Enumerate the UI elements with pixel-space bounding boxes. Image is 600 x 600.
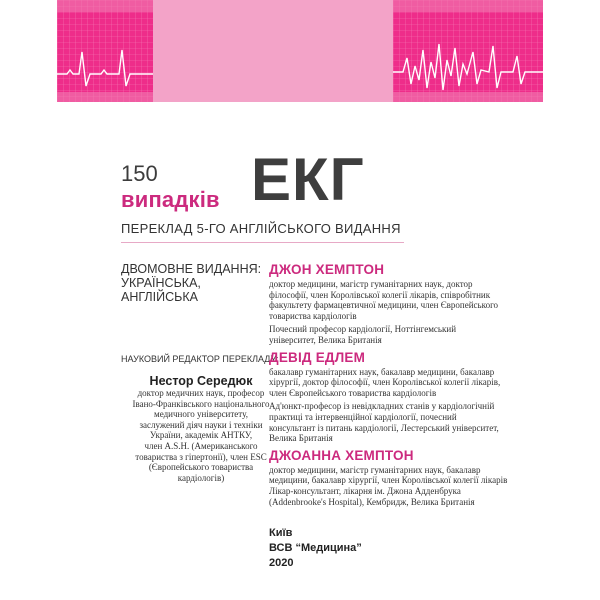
title-count: 150	[121, 161, 158, 186]
author-line: Лікар-консультант, лікарня ім. Джона Адденбрука	[269, 485, 461, 496]
editor-line: доктор медичних наук, професор	[137, 388, 265, 398]
editor-line: (Європейського товариства	[148, 462, 254, 473]
editor-line: кардіологів)	[177, 472, 225, 483]
author-name: ДЕВІД ЕДЛЕМ	[269, 349, 366, 365]
author-line: Почесний професор кардіології, Ноттінгемський	[269, 324, 457, 335]
author-credentials	[269, 279, 519, 346]
author-name: ДЖОАННА ХЕМПТОН	[269, 447, 414, 463]
author-line: доктор медицини, магістр гуманітарних наук, бакалавр	[269, 464, 481, 475]
author-hampton-joanna	[269, 448, 519, 507]
author-line: (Addenbrooke's Hospital), Кембридж, Велика Британія	[269, 496, 475, 507]
editor-name: Нестор Середюк	[149, 374, 253, 388]
subtitle: ПЕРЕКЛАД 5-ГО АНГЛІЙСЬКОГО ВИДАННЯ	[121, 221, 401, 236]
title-divider	[121, 242, 404, 243]
author-line: практиці та інтервенційної кардіології, почесний	[269, 411, 457, 422]
publisher-info	[269, 526, 362, 571]
author-line: член Європейського товариства кардіологів	[269, 387, 437, 398]
publisher-city: Київ	[269, 527, 293, 539]
editor-line: медичного університету,	[154, 409, 248, 420]
edition-info	[121, 262, 263, 304]
publisher-name: ВСВ “Медицина”	[269, 542, 362, 554]
publisher-year: 2020	[269, 557, 294, 569]
author-line: факультету фармацевтичної медицини, член Європейського	[269, 300, 499, 311]
authors-column	[269, 262, 519, 507]
title-main: ЕКГ	[251, 146, 365, 213]
author-line: товариства кардіологів	[269, 310, 357, 321]
author-line: консультант із питань кардіології, Лестерський університет,	[269, 422, 499, 433]
editor-label: НАУКОВИЙ РЕДАКТОР ПЕРЕКЛАДУ:	[121, 354, 279, 364]
title-cases: випадків	[121, 187, 220, 212]
edition-line: УКРАЇНСЬКА, АНГЛІЙСЬКА	[121, 276, 201, 304]
author-credentials	[269, 465, 519, 507]
author-hampton-john	[269, 262, 519, 346]
author-line: Велика Британія	[269, 433, 333, 444]
title-block	[121, 146, 411, 245]
editor-line: заслужений діяч науки і техніки	[139, 419, 263, 430]
author-line: медицини, бакалавр хірургії, член Королівської колегії лікарів	[269, 475, 508, 486]
author-line: Ад'юнкт-професор із невідкладних станів у кардіологічній	[269, 401, 495, 412]
author-name: ДЖОН ХЕМПТОН	[269, 262, 385, 277]
author-line: університет, Велика Британія	[269, 334, 382, 345]
editor-line: член A.S.H. (Американського	[144, 440, 258, 451]
left-column	[121, 262, 279, 483]
editor-line: товариства з гіпертонії), член ESC	[135, 451, 267, 462]
author-adlam-david	[269, 350, 519, 444]
editor-line: України, академік АНТКУ,	[149, 430, 253, 441]
author-line: доктор медицини, магістр гуманітарних наук, доктор	[269, 279, 473, 289]
author-line: філософії, член Королівської колегії лікарів, співробітник	[269, 289, 491, 300]
editor-description	[121, 388, 281, 483]
author-credentials	[269, 367, 519, 444]
author-line: бакалавр гуманітарних наук, бакалавр медицини, бакалавр	[269, 366, 495, 377]
ecg-grid-illustration	[57, 0, 543, 102]
ecg-banner	[57, 0, 543, 102]
editor-line: Івано-Франківського національного	[132, 398, 270, 409]
author-line: хірургії, доктор філософії, член Королівської колегії лікарів,	[269, 377, 501, 388]
edition-line: ДВОМОВНЕ ВИДАННЯ:	[121, 262, 262, 276]
